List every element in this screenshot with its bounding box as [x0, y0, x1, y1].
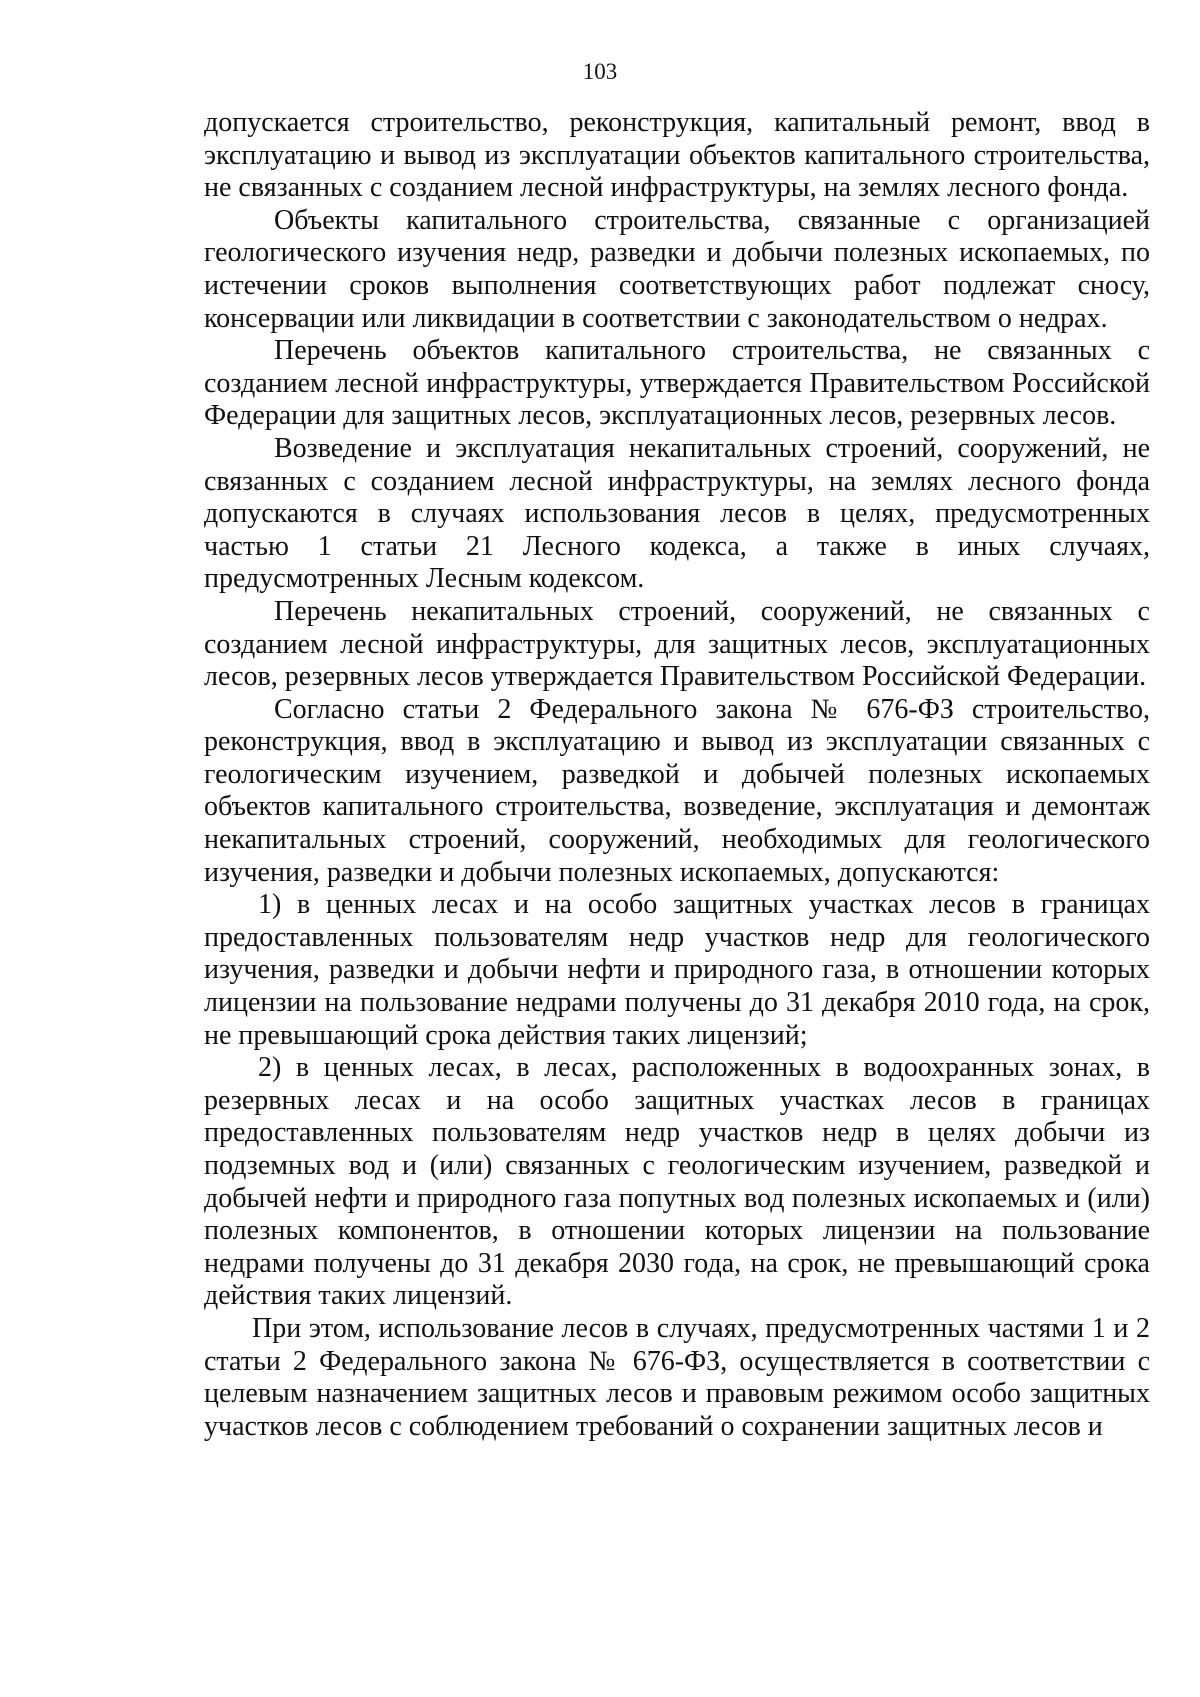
list-item-2: 2) в ценных лесах, в лесах, расположенных в водоохранных зонах, в резервных лесах и на особо защитных участках лесов в границах предоставленных пользователям недр участков недр в целях добычи из подземных вод и (или) связанных с геологическим изучением, разведкой и добычей нефти и природного газа попутных вод полезных ископаемых и (или) полезных компонентов, в отношении которых лицензии на пользование недрами получены до 31 декабря 2030 года, на срок, не превышающий срока действия таких лицензий. [204, 1052, 1150, 1312]
paragraph-4: Возведение и эксплуатация некапитальных строений, сооружений, не связанных с созданием лесной инфраструктуры, на землях лесного фонда допускаются в случаях использования лесов в целях, предусмотренных частью 1 статьи 21 Лесного кодекса, а также в иных случаях, предусмотренных Лесным кодексом. [204, 432, 1150, 595]
paragraph-3: Перечень объектов капитального строительства, не связанных с созданием лесной инфраструктуры, утверждается Правительством Российской Федерации для защитных лесов, эксплуатационных лесов, резервных лесов. [204, 335, 1150, 432]
paragraph-2: Объекты капитального строительства, связанные с организацией геологического изучения недр, разведки и добычи полезных ископаемых, по истечении сроков выполнения соответствующих работ подлежат сносу, консервации или ликвидации в соответствии с законодательством о недрах. [204, 204, 1150, 334]
list-item-1: 1) в ценных лесах и на особо защитных участках лесов в границах предоставленных пользователям недр участков недр для геологического изучения, разведки и добычи нефти и природного газа, в отношении которых лицензии на пользование недрами получены до 31 декабря 2010 года, на срок, не превышающий срока действия таких лицензий; [204, 889, 1150, 1051]
paragraph-1: допускается строительство, реконструкция, капитальный ремонт, ввод в эксплуатацию и вывод из эксплуатации объектов капитального строительства, не связанных с созданием лесной инфраструктуры, на землях лесного фонда. [204, 107, 1150, 204]
document-body [204, 107, 1150, 1443]
paragraph-6: Согласно статьи 2 Федерального закона № 676-ФЗ строительство, реконструкция, ввод в эксплуатацию и вывод из эксплуатации связанных с геологическим изучением, разведкой и добычей полезных ископаемых объектов капитального строительства, возведение, эксплуатация и демонтаж некапитальных строений, сооружений, необходимых для геологического изучения, разведки и добычи полезных ископаемых, допускаются: [204, 693, 1150, 888]
paragraph-7: При этом, использование лесов в случаях, предусмотренных частями 1 и 2 статьи 2 Федерального закона № 676-ФЗ, осуществляется в соответствии с целевым назначением защитных лесов и правовым режимом особо защитных участков лесов с соблюдением требований о сохранении защитных лесов и [204, 1312, 1150, 1442]
paragraph-5: Перечень некапитальных строений, сооружений, не связанных с созданием лесной инфраструктуры, для защитных лесов, эксплуатационных лесов, резервных лесов утверждается Правительством Российской Федерации. [204, 595, 1150, 693]
page-number: 103 [582, 59, 618, 84]
